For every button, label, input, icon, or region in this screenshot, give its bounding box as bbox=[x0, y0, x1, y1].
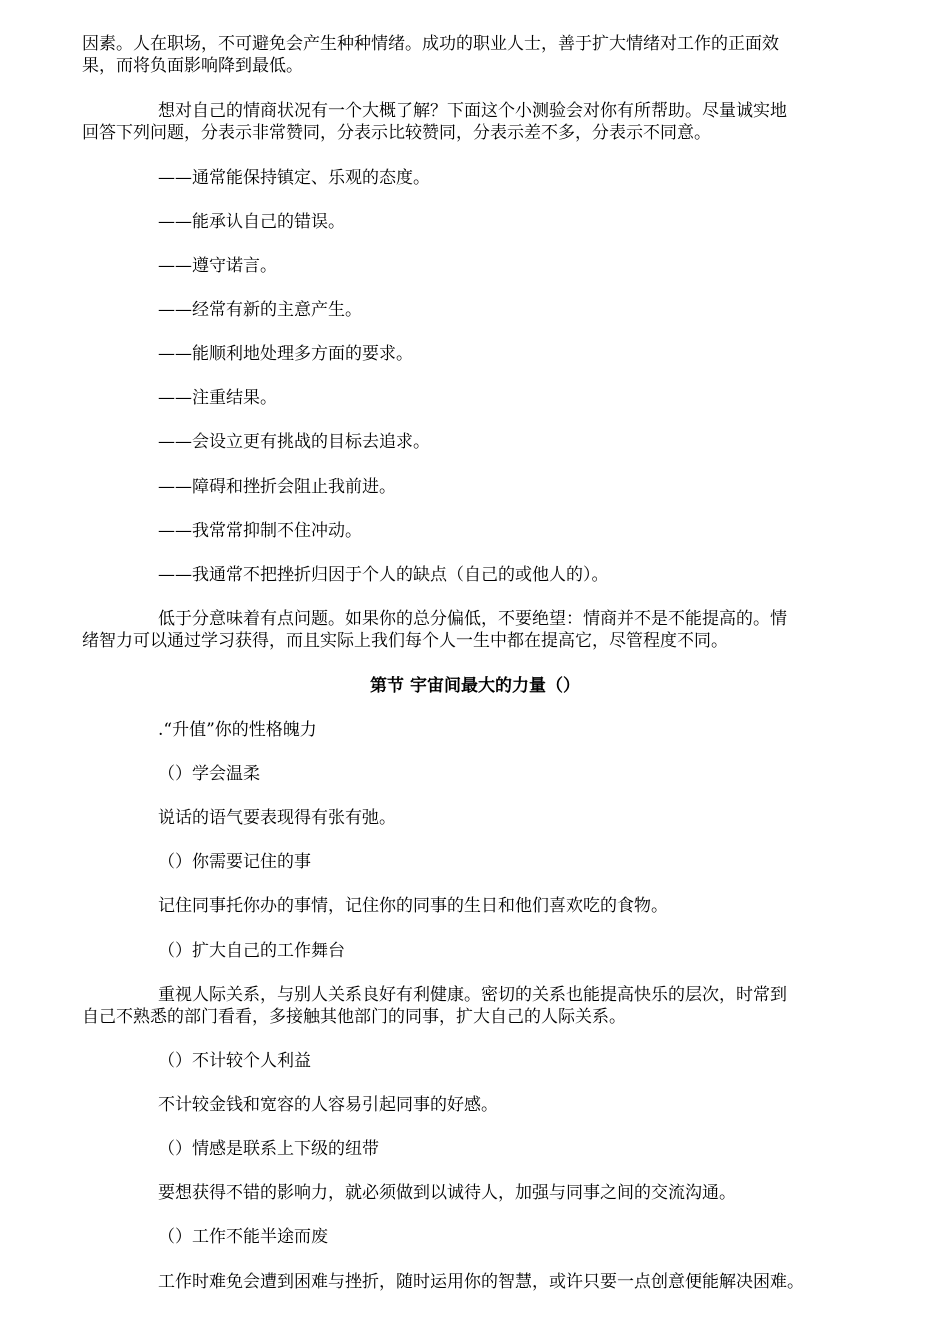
tip-body-line-2: 自己不熟悉的部门看看，多接触其他部门的同事，扩大自己的人际关系。 bbox=[82, 1007, 626, 1027]
quiz-conclusion-line-1: 低于分意味着有点问题。如果你的总分偏低，不要绝望：情商并不是不能提高的。情 bbox=[158, 609, 787, 629]
intro-line-1: 因素。人在职场，不可避免会产生种种情绪。成功的职业人士，善于扩大情绪对工作的正面效 bbox=[82, 34, 779, 54]
quiz-item: ——注重结果。 bbox=[158, 388, 277, 408]
quiz-item: ——能承认自己的错误。 bbox=[158, 212, 345, 232]
tip-body: 工作时难免会遭到困难与挫折，随时运用你的智慧，或许只要一点创意便能解决困难。 bbox=[158, 1272, 804, 1292]
tip-body: 不计较金钱和宽容的人容易引起同事的好感。 bbox=[158, 1095, 498, 1115]
tip-title: （）学会温柔 bbox=[158, 764, 260, 784]
quiz-conclusion-line-2: 绪智力可以通过学习获得，而且实际上我们每个人一生中都在提高它，尽管程度不同。 bbox=[82, 631, 728, 651]
quiz-item: ——遵守诺言。 bbox=[158, 256, 277, 276]
tip-body: 记住同事托你办的事情，记住你的同事的生日和他们喜欢吃的食物。 bbox=[158, 896, 668, 916]
quiz-item: ——能顺利地处理多方面的要求。 bbox=[158, 344, 413, 364]
tip-body-line-1: 重视人际关系，与别人关系良好有利健康。密切的关系也能提高快乐的层次，时常到 bbox=[158, 985, 787, 1005]
tip-title: （）扩大自己的工作舞台 bbox=[158, 941, 345, 961]
quiz-item: ——通常能保持镇定、乐观的态度。 bbox=[158, 168, 430, 188]
tip-title: （）你需要记住的事 bbox=[158, 852, 311, 872]
tip-body: 要想获得不错的影响力，就必须做到以诚待人，加强与同事之间的交流沟通。 bbox=[158, 1183, 736, 1203]
tip-title: （）不计较个人利益 bbox=[158, 1051, 311, 1071]
quiz-item: ——我通常不把挫折归因于个人的缺点（自己的或他人的）。 bbox=[158, 565, 609, 585]
intro-line-2: 果，而将负面影响降到最低。 bbox=[82, 56, 303, 76]
quiz-intro-line-2: 回答下列问题，分表示非常赞同，分表示比较赞同，分表示差不多，分表示不同意。 bbox=[82, 123, 711, 143]
quiz-item: ——我常常抑制不住冲动。 bbox=[158, 521, 362, 541]
tip-body: 说话的语气要表现得有张有弛。 bbox=[158, 808, 396, 828]
subsection-title: .“升值”你的性格魄力 bbox=[158, 720, 317, 740]
quiz-item: ——经常有新的主意产生。 bbox=[158, 300, 362, 320]
section-heading: 第节 宇宙间最大的力量（） bbox=[370, 676, 580, 696]
tip-title: （）情感是联系上下级的纽带 bbox=[158, 1139, 379, 1159]
quiz-item: ——障碍和挫折会阻止我前进。 bbox=[158, 477, 396, 497]
quiz-intro-line-1: 想对自己的情商状况有一个大概了解？下面这个小测验会对你有所帮助。尽量诚实地 bbox=[158, 101, 787, 121]
tip-title: （）工作不能半途而废 bbox=[158, 1227, 328, 1247]
quiz-item: ——会设立更有挑战的目标去追求。 bbox=[158, 432, 430, 452]
